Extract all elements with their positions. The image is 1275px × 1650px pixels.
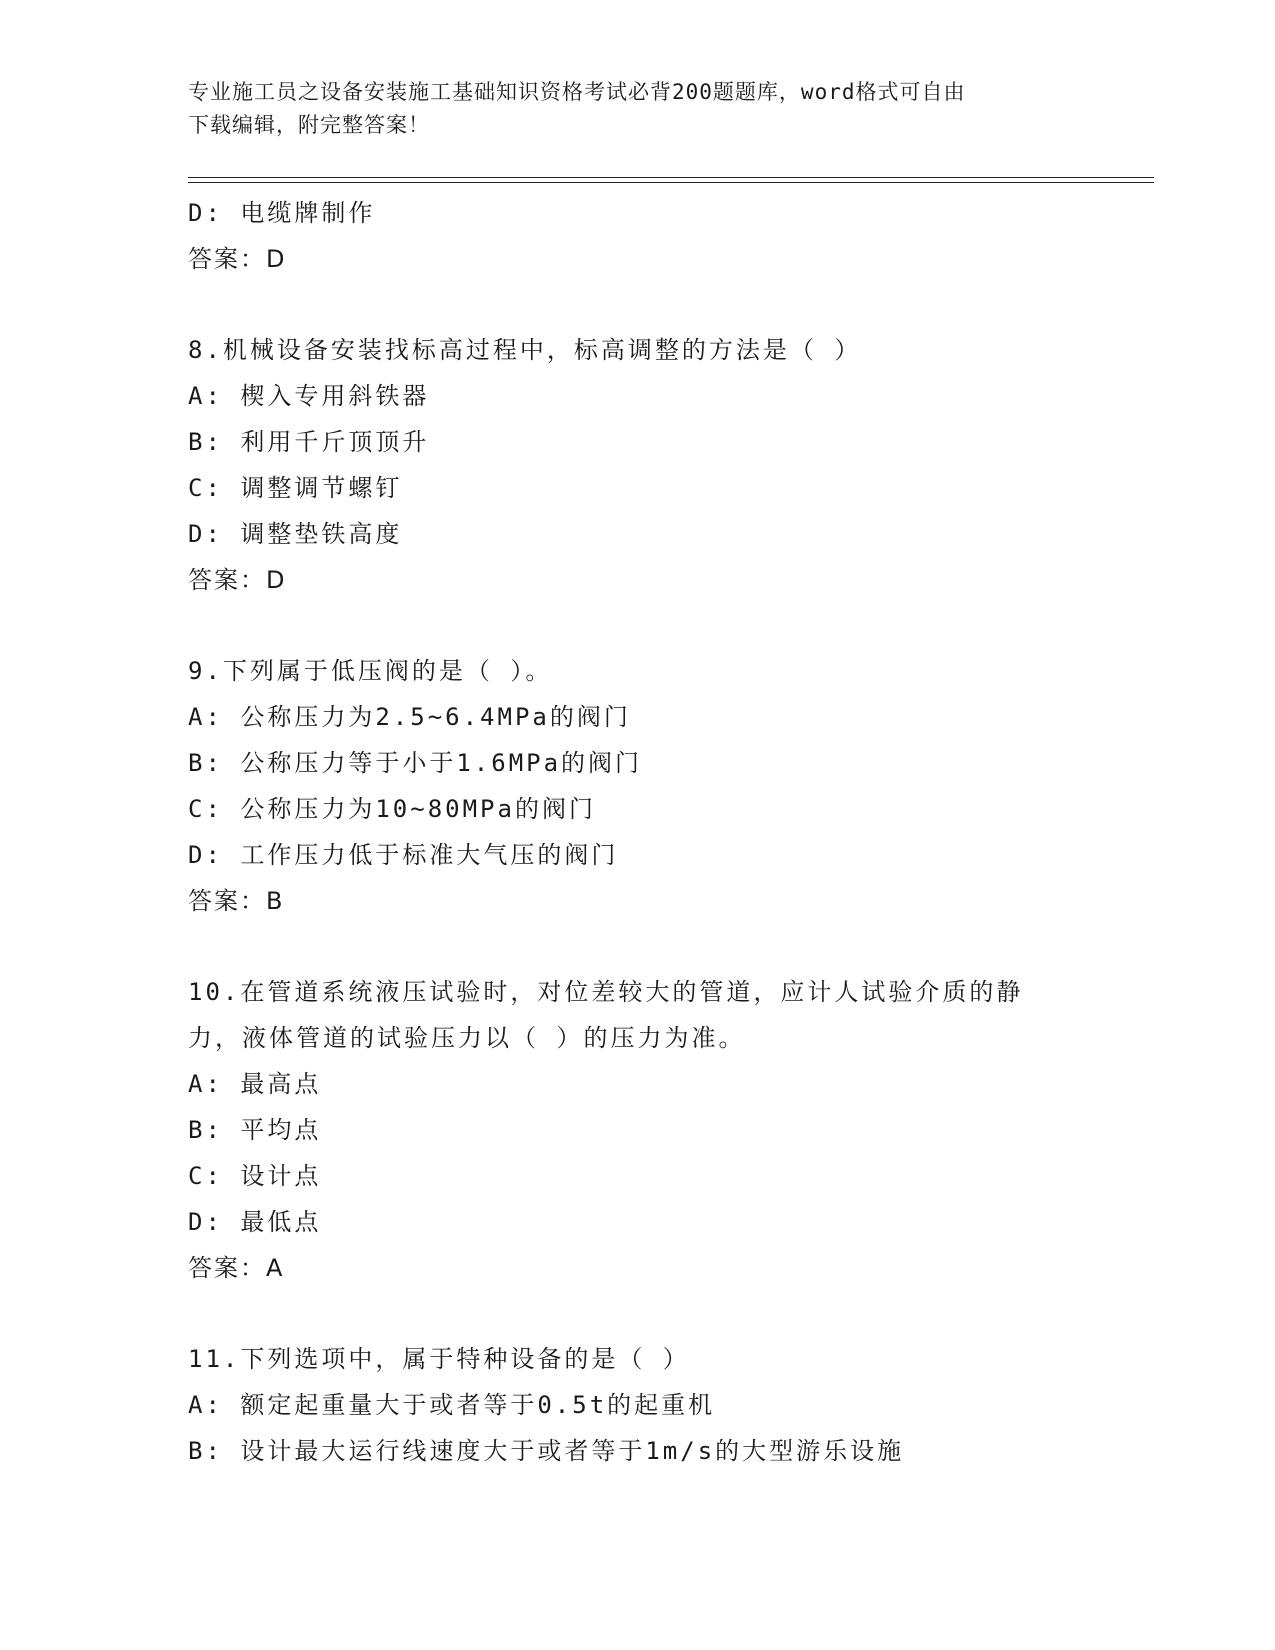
answer-label: 答案：D xyxy=(188,566,287,594)
question-9 xyxy=(188,648,1108,924)
option-b: B: 设计最大运行线速度大于或者等于1m/s的大型游乐设施 xyxy=(188,1437,905,1465)
document-body xyxy=(188,190,1108,1474)
question-stem: 9.下列属于低压阀的是（ ）。 xyxy=(188,657,553,685)
option-b: B: 公称压力等于小于1.6MPa的阀门 xyxy=(188,749,643,777)
spacer xyxy=(188,924,1108,969)
option-a: A: 楔入专用斜铁器 xyxy=(188,382,430,410)
spacer xyxy=(188,1291,1108,1336)
header-divider-top xyxy=(188,177,1154,178)
answer-label: 答案：A xyxy=(188,1254,285,1282)
question-8 xyxy=(188,327,1108,603)
header-line-2: 下载编辑，附完整答案！ xyxy=(188,113,430,137)
option-d: D: 最低点 xyxy=(188,1208,322,1236)
question-7-tail xyxy=(188,190,1108,282)
question-11 xyxy=(188,1336,1108,1474)
option-a: A: 公称压力为2.5~6.4MPa的阀门 xyxy=(188,703,631,731)
answer-label: 答案：D xyxy=(188,245,287,273)
header-divider-bottom xyxy=(188,182,1154,183)
document-header xyxy=(188,76,1088,142)
question-stem: 8.机械设备安装找标高过程中，标高调整的方法是（ ） xyxy=(188,336,862,364)
option-c: C: 公称压力为10~80MPa的阀门 xyxy=(188,795,596,823)
option-d: D: 调整垫铁高度 xyxy=(188,520,403,548)
question-10 xyxy=(188,969,1108,1291)
spacer xyxy=(188,603,1108,648)
option-d: D: 工作压力低于标准大气压的阀门 xyxy=(188,841,619,869)
spacer xyxy=(188,282,1108,327)
answer-label: 答案：B xyxy=(188,887,285,915)
option-d: D: 电缆牌制作 xyxy=(188,199,376,227)
question-stem-line-2: 力，液体管道的试验压力以（ ）的压力为准。 xyxy=(188,1024,746,1052)
question-stem-line-1: 10.在管道系统液压试验时，对位差较大的管道，应计人试验介质的静 xyxy=(188,978,1024,1006)
option-c: C: 调整调节螺钉 xyxy=(188,474,403,502)
option-c: C: 设计点 xyxy=(188,1162,322,1190)
option-a: A: 最高点 xyxy=(188,1070,322,1098)
question-stem: 11.下列选项中，属于特种设备的是（ ） xyxy=(188,1345,690,1373)
option-b: B: 利用千斤顶顶升 xyxy=(188,428,430,456)
option-a: A: 额定起重量大于或者等于0.5t的起重机 xyxy=(188,1391,716,1419)
header-line-1: 专业施工员之设备安装施工基础知识资格考试必背200题题库，word格式可自由 xyxy=(188,80,966,104)
option-b: B: 平均点 xyxy=(188,1116,322,1144)
